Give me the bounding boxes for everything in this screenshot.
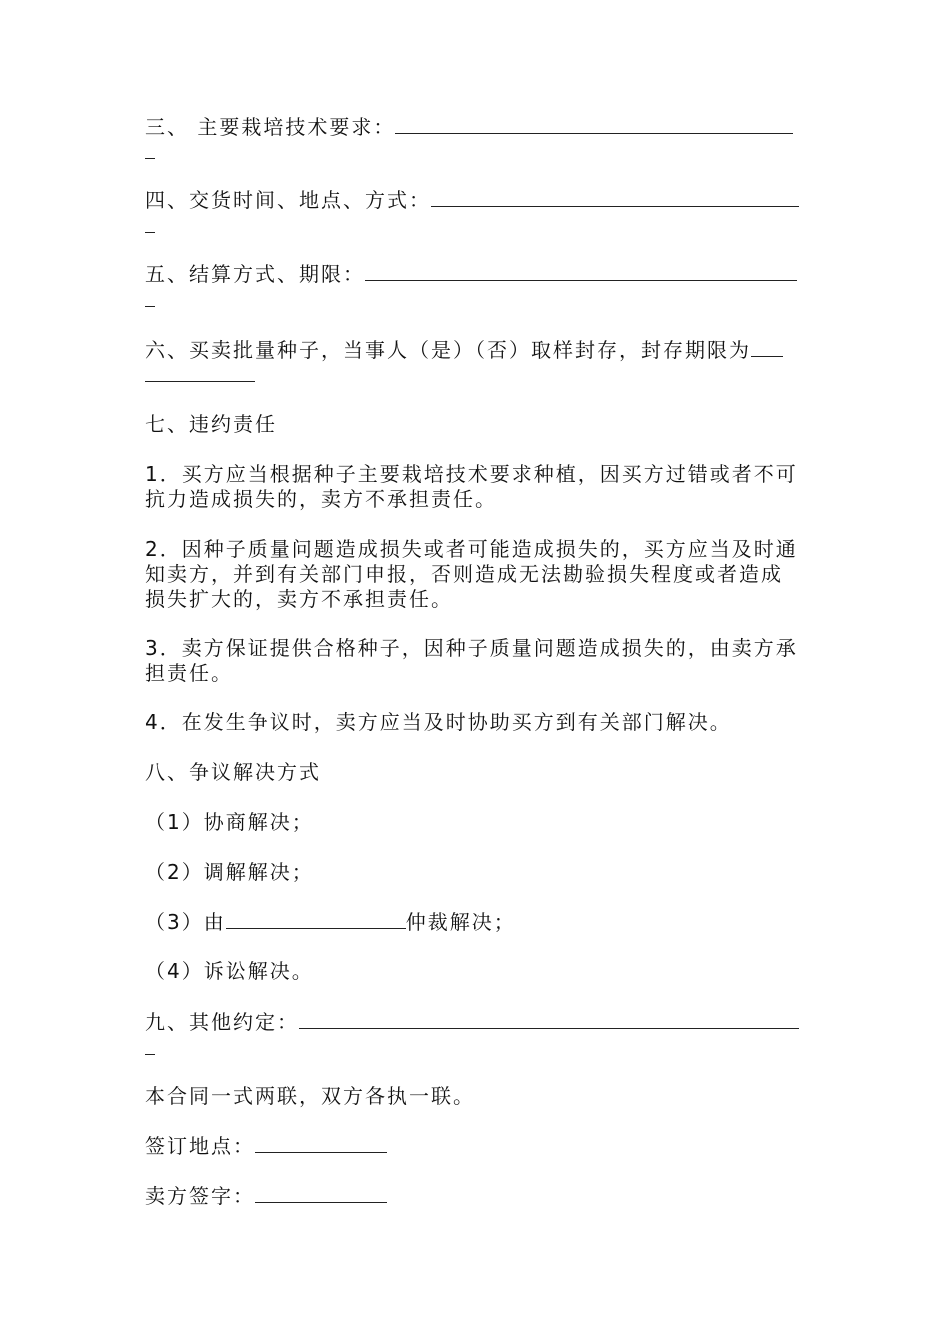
clause-9-blank[interactable] xyxy=(299,1010,799,1029)
clause-3-blank-continuation xyxy=(145,158,155,159)
arbitration-body-blank[interactable] xyxy=(226,910,406,929)
clause-4 xyxy=(145,188,799,212)
clause-7-heading: 七、违约责任 xyxy=(145,412,277,436)
clause-8-3-suffix: 仲裁解决； xyxy=(405,910,516,934)
clause-5-blank[interactable] xyxy=(365,262,797,281)
clause-8-1: （1）协商解决； xyxy=(145,810,314,834)
clause-8-2: （2）调解解决； xyxy=(145,860,314,884)
clause-6-label: 六、买卖批量种子，当事人（是）（否）取样封存，封存期限为 xyxy=(145,338,751,362)
sign-place-blank[interactable] xyxy=(255,1134,387,1153)
seller-signature-label: 卖方签字： xyxy=(145,1184,255,1208)
clause-4-blank[interactable] xyxy=(431,188,799,207)
copies-note: 本合同一式两联，双方各执一联。 xyxy=(145,1084,475,1108)
clause-5-blank-continuation xyxy=(145,306,155,307)
clause-4-label: 四、交货时间、地点、方式： xyxy=(145,188,431,212)
clause-6-blank[interactable] xyxy=(751,338,783,357)
clause-3-label: 三、 主要栽培技术要求： xyxy=(145,115,396,139)
clause-3 xyxy=(145,115,793,139)
clause-9 xyxy=(145,1010,799,1034)
clause-3-blank[interactable] xyxy=(395,115,793,134)
clause-7-4: 4．在发生争议时，卖方应当及时协助买方到有关部门解决。 xyxy=(145,710,732,734)
seller-signature xyxy=(145,1184,387,1208)
clause-5 xyxy=(145,262,797,286)
clause-7-1-line-2: 抗力造成损失的，卖方不承担责任。 xyxy=(145,487,497,511)
clause-8-3-prefix: （3）由 xyxy=(145,910,226,934)
clause-7-3-line-2: 担责任。 xyxy=(145,661,233,685)
clause-7-1-line-1: 1．买方应当根据种子主要栽培技术要求种植，因买方过错或者不可 xyxy=(145,462,798,486)
clause-8-4: （4）诉讼解决。 xyxy=(145,959,314,983)
sign-place-label: 签订地点： xyxy=(145,1134,255,1158)
seller-signature-blank[interactable] xyxy=(255,1184,387,1203)
clause-7-2-line-1: 2．因种子质量问题造成损失或者可能造成损失的，买方应当及时通 xyxy=(145,537,798,561)
clause-9-label: 九、其他约定： xyxy=(145,1010,299,1034)
clause-7-2-line-2: 知卖方，并到有关部门申报，否则造成无法勘验损失程度或者造成 xyxy=(145,562,783,586)
clause-6 xyxy=(145,338,783,362)
clause-7-3-line-1: 3．卖方保证提供合格种子，因种子质量问题造成损失的，由卖方承 xyxy=(145,636,798,660)
clause-8-3 xyxy=(145,910,516,934)
sign-place xyxy=(145,1134,387,1158)
clause-8-heading: 八、争议解决方式 xyxy=(145,760,321,784)
clause-7-2-line-3: 损失扩大的，卖方不承担责任。 xyxy=(145,587,453,611)
clause-9-blank-continuation xyxy=(145,1054,155,1055)
clause-6-blank-continuation xyxy=(145,381,255,382)
clause-4-blank-continuation xyxy=(145,232,155,233)
clause-5-label: 五、结算方式、期限： xyxy=(145,262,365,286)
